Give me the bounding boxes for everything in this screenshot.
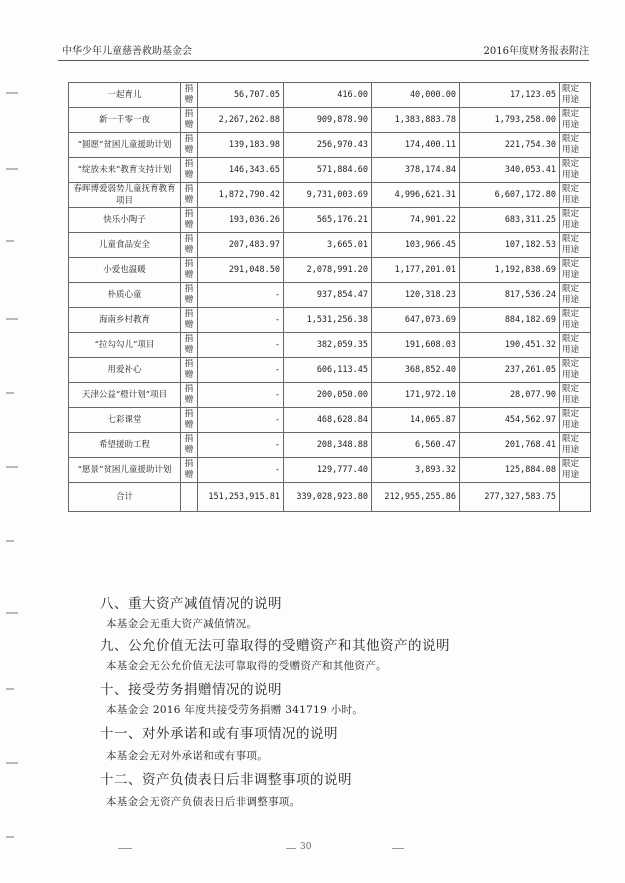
opening-balance: -	[198, 433, 284, 458]
increase: 606,113.45	[284, 358, 372, 383]
donation-type: 捐 赠	[181, 333, 198, 358]
opening-balance: 56,707.05	[198, 83, 284, 108]
increase: 3,665.01	[284, 233, 372, 258]
total-row	[69, 483, 591, 512]
scan-mark	[392, 848, 404, 849]
usage-restriction: 限定 用途	[560, 133, 591, 158]
total-opening: 151,253,915.81	[198, 483, 284, 512]
donation-type: 捐 赠	[181, 133, 198, 158]
usage-restriction: 限定 用途	[560, 458, 591, 483]
section-title: 八、重大资产减值情况的说明	[100, 596, 282, 612]
opening-balance: 1,872,790.42	[198, 183, 284, 208]
donation-type: 捐 赠	[181, 383, 198, 408]
opening-balance: 193,036.26	[198, 208, 284, 233]
opening-balance: -	[198, 358, 284, 383]
scan-mark	[286, 848, 296, 849]
donation-type: 捐 赠	[181, 283, 198, 308]
opening-balance: -	[198, 383, 284, 408]
binding-mark	[6, 392, 14, 394]
project-name: “圆愿”贫困儿童援助计划	[69, 133, 181, 158]
decrease: 14,065.87	[372, 408, 460, 433]
increase: 9,731,003.69	[284, 183, 372, 208]
closing-balance: 107,182.53	[460, 233, 560, 258]
table-row	[69, 108, 591, 133]
usage-restriction: 限定 用途	[560, 308, 591, 333]
closing-balance: 884,182.69	[460, 308, 560, 333]
usage-restriction: 限定 用途	[560, 83, 591, 108]
increase: 468,628.84	[284, 408, 372, 433]
donation-type: 捐 赠	[181, 458, 198, 483]
opening-balance: -	[198, 333, 284, 358]
page-header	[62, 40, 589, 58]
binding-mark	[6, 540, 14, 542]
opening-balance: -	[198, 308, 284, 333]
page-number: 30	[300, 842, 312, 852]
donation-type: 捐 赠	[181, 433, 198, 458]
project-name: 七彩课堂	[69, 408, 181, 433]
project-name: 新一千零一夜	[69, 108, 181, 133]
closing-balance: 221,754.30	[460, 133, 560, 158]
binding-mark	[6, 762, 18, 764]
project-name: 希望援助工程	[69, 433, 181, 458]
page-footer	[0, 842, 625, 856]
increase: 129,777.40	[284, 458, 372, 483]
increase: 571,884.60	[284, 158, 372, 183]
opening-balance: -	[198, 283, 284, 308]
binding-mark	[6, 318, 18, 320]
decrease: 74,901.22	[372, 208, 460, 233]
total-decrease: 212,955,255.86	[372, 483, 460, 512]
closing-balance: 340,053.41	[460, 158, 560, 183]
decrease: 6,560.47	[372, 433, 460, 458]
increase: 200,050.00	[284, 383, 372, 408]
table-row	[69, 283, 591, 308]
usage-restriction: 限定 用途	[560, 183, 591, 208]
total-increase: 339,028,923.80	[284, 483, 372, 512]
donation-type: 捐 赠	[181, 108, 198, 133]
closing-balance: 1,192,838.69	[460, 258, 560, 283]
total-closing: 277,327,583.75	[460, 483, 560, 512]
closing-balance: 1,793,258.00	[460, 108, 560, 133]
opening-balance: -	[198, 458, 284, 483]
binding-mark	[6, 612, 18, 614]
scan-mark	[118, 848, 132, 849]
usage-restriction: 限定 用途	[560, 283, 591, 308]
opening-balance: 2,267,262.88	[198, 108, 284, 133]
donation-type: 捐 赠	[181, 83, 198, 108]
section-title: 十、接受劳务捐赠情况的说明	[100, 682, 282, 698]
opening-balance: 139,183.98	[198, 133, 284, 158]
decrease: 120,318.23	[372, 283, 460, 308]
increase: 256,970.43	[284, 133, 372, 158]
table-row	[69, 133, 591, 158]
section-text: 本基金会无重大资产减值情况。	[106, 618, 258, 630]
project-name: “拉勾勾儿”项目	[69, 333, 181, 358]
project-name: 海南乡村教育	[69, 308, 181, 333]
donation-project-table	[68, 82, 591, 512]
section-title: 九、公允价值无法可靠取得的受赠资产和其他资产的说明	[100, 638, 450, 654]
closing-balance: 125,884.08	[460, 458, 560, 483]
table-row	[69, 183, 591, 208]
table-row	[69, 383, 591, 408]
increase: 416.00	[284, 83, 372, 108]
org-name: 中华少年儿童慈善救助基金会	[62, 46, 192, 57]
section-text: 本基金会无对外承诺和或有事项。	[106, 750, 268, 762]
usage-restriction: 限定 用途	[560, 408, 591, 433]
decrease: 174,400.11	[372, 133, 460, 158]
increase: 2,078,991.20	[284, 258, 372, 283]
table-row	[69, 408, 591, 433]
binding-mark	[6, 168, 18, 170]
decrease: 191,608.03	[372, 333, 460, 358]
decrease: 647,073.69	[372, 308, 460, 333]
donation-type: 捐 赠	[181, 308, 198, 333]
table-row	[69, 258, 591, 283]
doc-title: 2016年度财务报表附注	[483, 46, 589, 57]
donation-type: 捐 赠	[181, 208, 198, 233]
closing-balance: 28,077.90	[460, 383, 560, 408]
section-title: 十一、对外承诺和或有事项情况的说明	[100, 726, 338, 742]
donation-type: 捐 赠	[181, 408, 198, 433]
section-text: 本基金会 2016 年度共接受劳务捐赠 341719 小时。	[106, 704, 364, 716]
usage-restriction: 限定 用途	[560, 258, 591, 283]
closing-balance: 17,123.05	[460, 83, 560, 108]
closing-balance: 454,562.97	[460, 408, 560, 433]
decrease: 1,177,201.01	[372, 258, 460, 283]
binding-mark	[6, 240, 14, 242]
closing-balance: 237,261.05	[460, 358, 560, 383]
decrease: 1,383,883.78	[372, 108, 460, 133]
project-name: “愿景”贫困儿童援助计划	[69, 458, 181, 483]
header-divider	[58, 60, 589, 61]
table-row	[69, 158, 591, 183]
binding-mark	[6, 466, 18, 468]
increase: 208,348.88	[284, 433, 372, 458]
increase: 909,878.90	[284, 108, 372, 133]
opening-balance: 291,048.50	[198, 258, 284, 283]
opening-balance: 146,343.65	[198, 158, 284, 183]
opening-balance: -	[198, 408, 284, 433]
decrease: 368,852.40	[372, 358, 460, 383]
table-row	[69, 433, 591, 458]
project-name: 儿童食品安全	[69, 233, 181, 258]
donation-type: 捐 赠	[181, 258, 198, 283]
project-name: 春晖博爱弱势儿童抚育教育项目	[69, 183, 181, 208]
table-row	[69, 233, 591, 258]
usage-restriction: 限定 用途	[560, 433, 591, 458]
closing-balance: 6,607,172.80	[460, 183, 560, 208]
project-name: 小爱也温暖	[69, 258, 181, 283]
project-name: 快乐小陶子	[69, 208, 181, 233]
increase: 937,854.47	[284, 283, 372, 308]
section-text: 本基金会无资产负债表日后非调整事项。	[106, 796, 301, 808]
usage-restriction: 限定 用途	[560, 108, 591, 133]
decrease: 103,966.45	[372, 233, 460, 258]
project-name: 朴质心童	[69, 283, 181, 308]
table-row	[69, 208, 591, 233]
binding-mark	[6, 688, 14, 690]
project-name: 天津公益“橙计划”项目	[69, 383, 181, 408]
donation-type: 捐 赠	[181, 358, 198, 383]
total-label: 合计	[69, 483, 181, 512]
table-row	[69, 308, 591, 333]
closing-balance: 201,768.41	[460, 433, 560, 458]
binding-mark	[6, 92, 18, 94]
usage-restriction: 限定 用途	[560, 383, 591, 408]
increase: 382,059.35	[284, 333, 372, 358]
increase: 565,176.21	[284, 208, 372, 233]
table-row	[69, 83, 591, 108]
usage-restriction: 限定 用途	[560, 358, 591, 383]
closing-balance: 683,311.25	[460, 208, 560, 233]
closing-balance: 817,536.24	[460, 283, 560, 308]
donation-type: 捐 赠	[181, 233, 198, 258]
opening-balance: 207,483.97	[198, 233, 284, 258]
project-name: “绽放未来”教育支持计划	[69, 158, 181, 183]
decrease: 378,174.84	[372, 158, 460, 183]
usage-restriction: 限定 用途	[560, 333, 591, 358]
increase: 1,531,256.38	[284, 308, 372, 333]
table-row	[69, 358, 591, 383]
section-text: 本基金会无公允价值无法可靠取得的受赠资产和其他资产。	[106, 660, 387, 672]
usage-restriction: 限定 用途	[560, 233, 591, 258]
usage-restriction: 限定 用途	[560, 208, 591, 233]
decrease: 3,893.32	[372, 458, 460, 483]
decrease: 40,000.00	[372, 83, 460, 108]
usage-restriction: 限定 用途	[560, 158, 591, 183]
donation-type: 捐 赠	[181, 183, 198, 208]
project-name: 一起育儿	[69, 83, 181, 108]
donation-type: 捐 赠	[181, 158, 198, 183]
decrease: 171,972.10	[372, 383, 460, 408]
table-row	[69, 458, 591, 483]
table-row	[69, 333, 591, 358]
section-title: 十二、资产负债表日后非调整事项的说明	[100, 772, 352, 788]
closing-balance: 190,451.32	[460, 333, 560, 358]
decrease: 4,996,621.31	[372, 183, 460, 208]
project-name: 用爱补心	[69, 358, 181, 383]
binding-mark	[6, 836, 14, 838]
